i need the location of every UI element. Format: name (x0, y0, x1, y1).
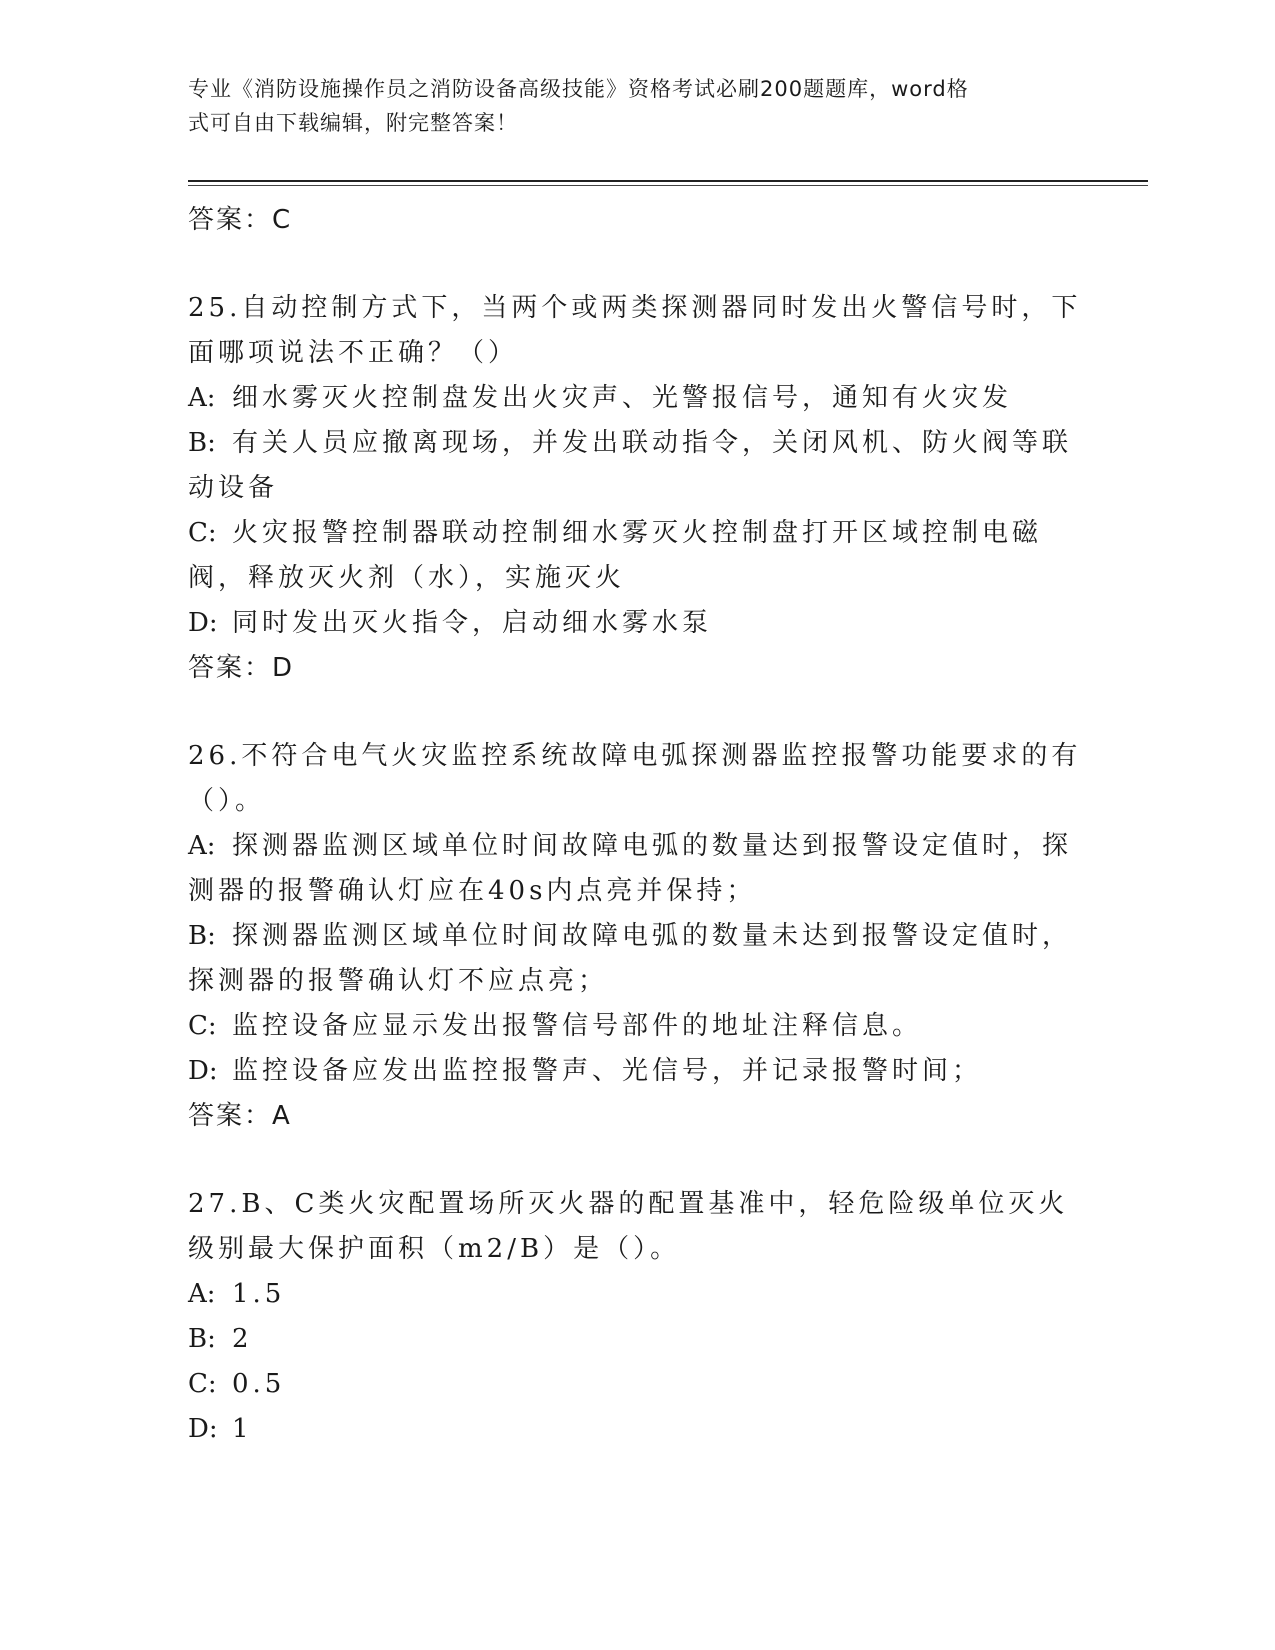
option-text: 1 (232, 1414, 253, 1444)
option-key: C: (188, 518, 217, 548)
option-key: D: (188, 608, 218, 638)
option-key: C: (188, 1011, 217, 1041)
option-d (188, 601, 1088, 646)
header-rule-thick (188, 180, 1148, 182)
option-c (188, 511, 1088, 601)
option-key: A: (188, 831, 216, 861)
answer-line: 答案：D (188, 653, 295, 683)
option-key: B: (188, 1324, 216, 1354)
question-stem: 25.自动控制方式下，当两个或两类探测器同时发出火警信号时，下面哪项说法不正确？（） (188, 293, 1082, 368)
document-header: 专业《消防设施操作员之消防设备高级技能》资格考试必刷200题题库，word格 式可自由下载编辑，附完整答案！ (188, 77, 969, 135)
option-text: 探测器监测区域单位时间故障电弧的数量达到报警设定值时，探测器的报警确认灯应在40s内点亮并保持； (188, 831, 1073, 906)
answer-line: 答案：A (188, 1101, 292, 1131)
option-a (188, 824, 1088, 914)
option-d (188, 1049, 1088, 1094)
option-c (188, 1004, 1088, 1049)
header-rule-thin (188, 185, 1148, 186)
option-key: C: (188, 1369, 217, 1399)
option-text: 火灾报警控制器联动控制细水雾灭火控制盘打开区域控制电磁阀，释放灭火剂（水），实施灭火 (188, 518, 1043, 593)
option-key: A: (188, 383, 216, 413)
option-a (188, 376, 1088, 421)
previous-answer: 答案：C (188, 205, 293, 235)
option-key: D: (188, 1414, 218, 1444)
option-b (188, 914, 1088, 1004)
option-text: 0.5 (232, 1369, 286, 1399)
question-stem: 26.不符合电气火灾监控系统故障电弧探测器监控报警功能要求的有（）。 (188, 741, 1082, 816)
option-key: B: (188, 921, 216, 951)
option-key: D: (188, 1056, 218, 1086)
option-text: 2 (232, 1324, 253, 1354)
option-text: 监控设备应显示发出报警信号部件的地址注释信息。 (232, 1011, 923, 1041)
option-b (188, 1317, 1088, 1362)
option-text: 探测器监测区域单位时间故障电弧的数量未达到报警设定值时，探测器的报警确认灯不应点亮； (188, 921, 1073, 996)
option-text: 1.5 (232, 1279, 286, 1309)
option-text: 同时发出灭火指令，启动细水雾水泵 (232, 608, 713, 638)
option-text: 有关人员应撤离现场，并发出联动指令，关闭风机、防火阀等联动设备 (188, 428, 1073, 503)
option-text: 细水雾灭火控制盘发出火灾声、光警报信号，通知有火灾发 (232, 383, 1013, 413)
option-a (188, 1272, 1088, 1317)
option-key: B: (188, 428, 216, 458)
option-d (188, 1407, 1088, 1452)
option-c (188, 1362, 1088, 1407)
option-text: 监控设备应发出监控报警声、光信号，并记录报警时间； (232, 1056, 983, 1086)
question-stem: 27.B、C类火灾配置场所灭火器的配置基准中，轻危险级单位灭火级别最大保护面积（m2/B）是（）。 (188, 1189, 1069, 1264)
question-26 (188, 734, 1148, 1138)
question-25 (188, 286, 1148, 690)
option-key: A: (188, 1279, 216, 1309)
document-page (188, 72, 1148, 1452)
option-b (188, 421, 1088, 511)
question-27 (188, 1182, 1148, 1452)
